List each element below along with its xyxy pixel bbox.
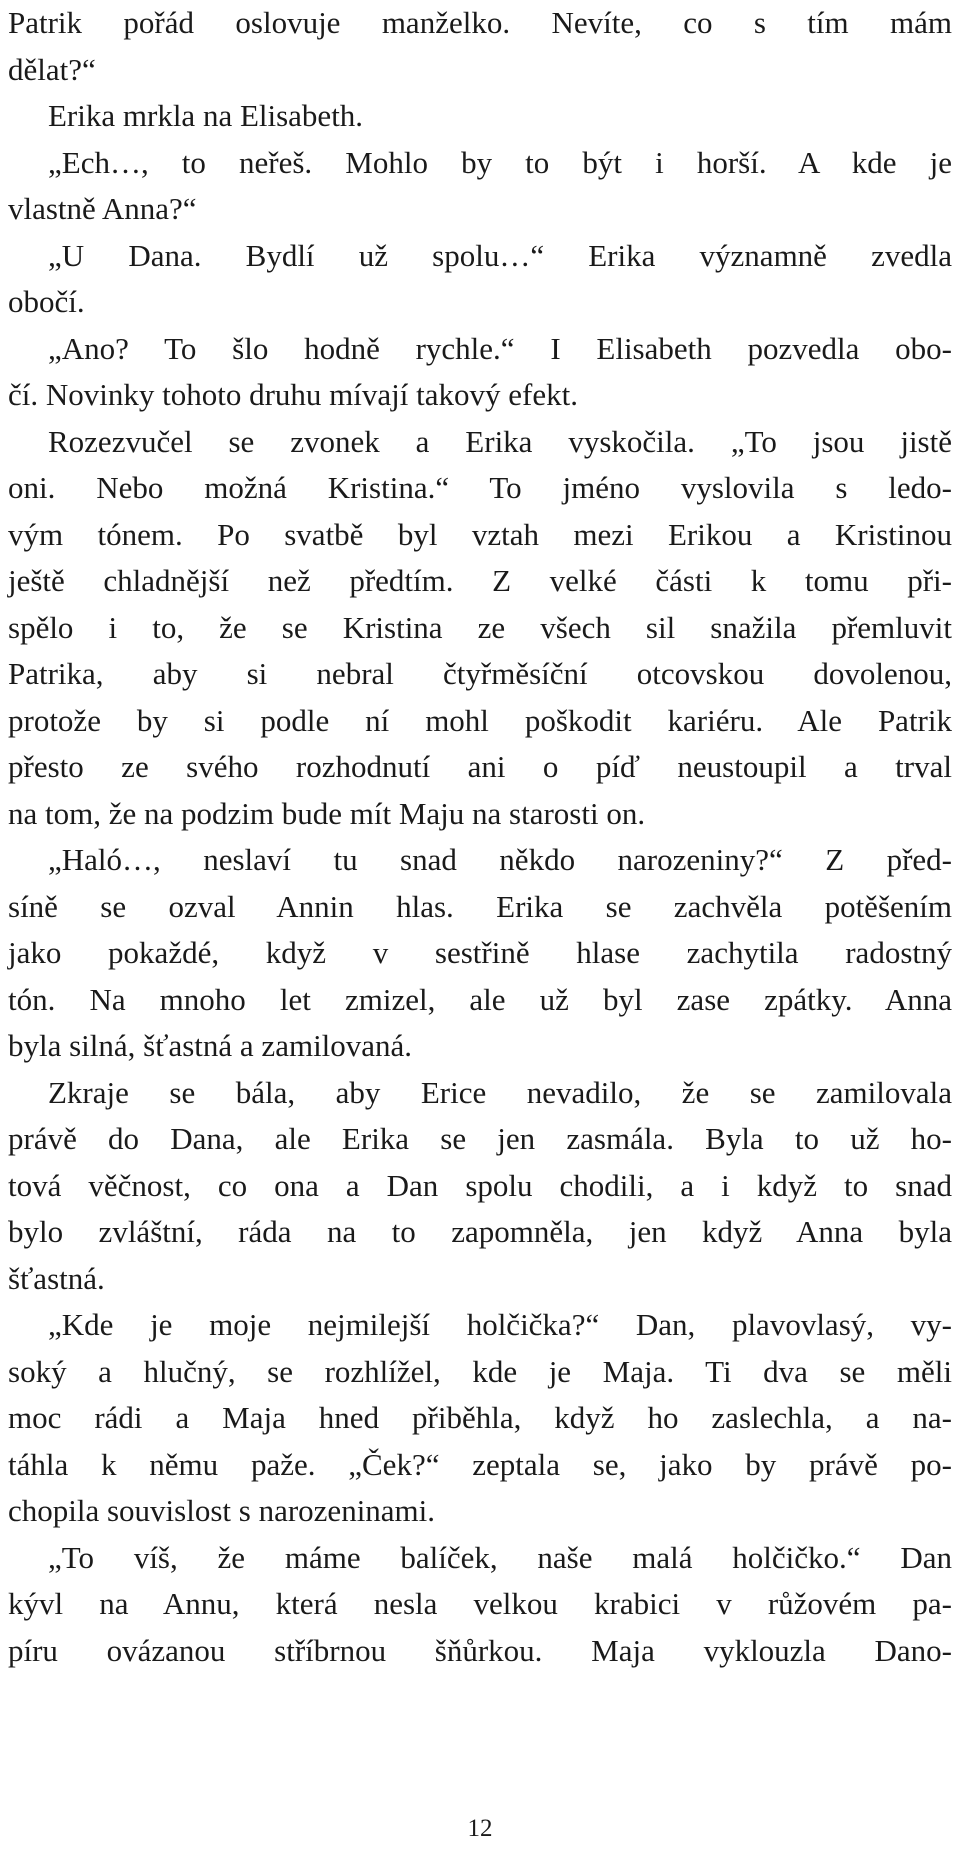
text-line: na tom, že na podzim bude mít Maju na starosti on.: [8, 795, 646, 831]
text-line: Zkraje se bála, aby Erice nevadilo, že se zamilovala: [48, 1074, 952, 1110]
text-line: byla silná, šťastná a zamilovaná.: [8, 1028, 413, 1063]
text-line: oni. Nebo možná Kristina.“ To jméno vyslovila s ledo-: [8, 470, 952, 505]
text-line: vlastně Anna?“: [8, 191, 197, 226]
text-line: šťastná.: [8, 1260, 105, 1296]
text-line: „To víš, že máme balíček, naše malá holčičko.“ Dan: [48, 1539, 952, 1575]
text-line: síně se ozval Annin hlas. Erika se zachvěla potěšením: [8, 888, 952, 924]
text-line: bylo zvláštní, ráda na to zapomněla, jen když Anna byla: [8, 1214, 952, 1249]
text-line: právě do Dana, ale Erika se jen zasmála. Byla to už ho-: [8, 1121, 952, 1156]
text-line: tón. Na mnoho let zmizel, ale už byl zase zpátky. Anna: [8, 981, 952, 1017]
text-line: dělat?“: [8, 51, 96, 87]
text-line: táhla k němu paže. „Ček?“ zeptala se, jako by právě po-: [8, 1446, 952, 1482]
text-line: čí. Novinky tohoto druhu mívají takový efekt.: [8, 377, 578, 412]
text-line: Patrika, aby si nebral čtyřměsíční otcovskou dovolenou,: [8, 656, 952, 691]
text-line: jako pokaždé, když v sestřině hlase zachytila radostný: [8, 935, 952, 970]
text-line: Rozezvučel se zvonek a Erika vyskočila. „To jsou jistě: [48, 423, 952, 459]
text-line: „U Dana. Bydlí už spolu…“ Erika významně zvedla: [48, 237, 952, 273]
text-line: Patrik pořád oslovuje manželko. Nevíte, co s tím mám: [8, 5, 952, 40]
text-line: vým tónem. Po svatbě byl vztah mezi Erikou a Kristinou: [8, 516, 952, 552]
text-line: moc rádi a Maja hned přiběhla, když ho zaslechla, a na-: [8, 1400, 952, 1435]
text-line: spělo i to, že se Kristina ze všech sil snažila přemluvit: [8, 609, 952, 645]
text-line: „Ech…, to neřeš. Mohlo by to být i horší. A kde je: [48, 144, 952, 180]
text-line: „Ano? To šlo hodně rychle.“ I Elisabeth pozvedla obo-: [48, 330, 952, 366]
page-number: 12: [467, 1815, 493, 1842]
text-line: soký a hlučný, se rozhlížel, kde je Maja. Ti dva se měli: [8, 1353, 952, 1389]
book-page-text: [8, 0, 952, 1674]
text-line: protože by si podle ní mohl poškodit kariéru. Ale Patrik: [8, 702, 952, 738]
text-line: přesto ze svého rozhodnutí ani o píď neustoupil a trval: [8, 749, 952, 784]
text-line: tová věčnost, co ona a Dan spolu chodili, a i když to snad: [8, 1167, 952, 1203]
text-line: kývl na Annu, která nesla velkou krabici v růžovém pa-: [8, 1586, 952, 1621]
text-line: chopila souvislost s narozeninami.: [8, 1493, 436, 1528]
text-line: Erika mrkla na Elisabeth.: [48, 98, 364, 133]
text-line: obočí.: [8, 284, 85, 319]
text-line: „Haló…, neslaví tu snad někdo narozeniny?“ Z před-: [48, 842, 952, 877]
text-line: ještě chladnější než předtím. Z velké části k tomu při-: [8, 563, 952, 598]
text-line: píru ovázanou stříbrnou šňůrkou. Maja vyklouzla Dano-: [8, 1632, 952, 1668]
text-line: „Kde je moje nejmilejší holčička?“ Dan, plavovlasý, vy-: [48, 1307, 952, 1342]
